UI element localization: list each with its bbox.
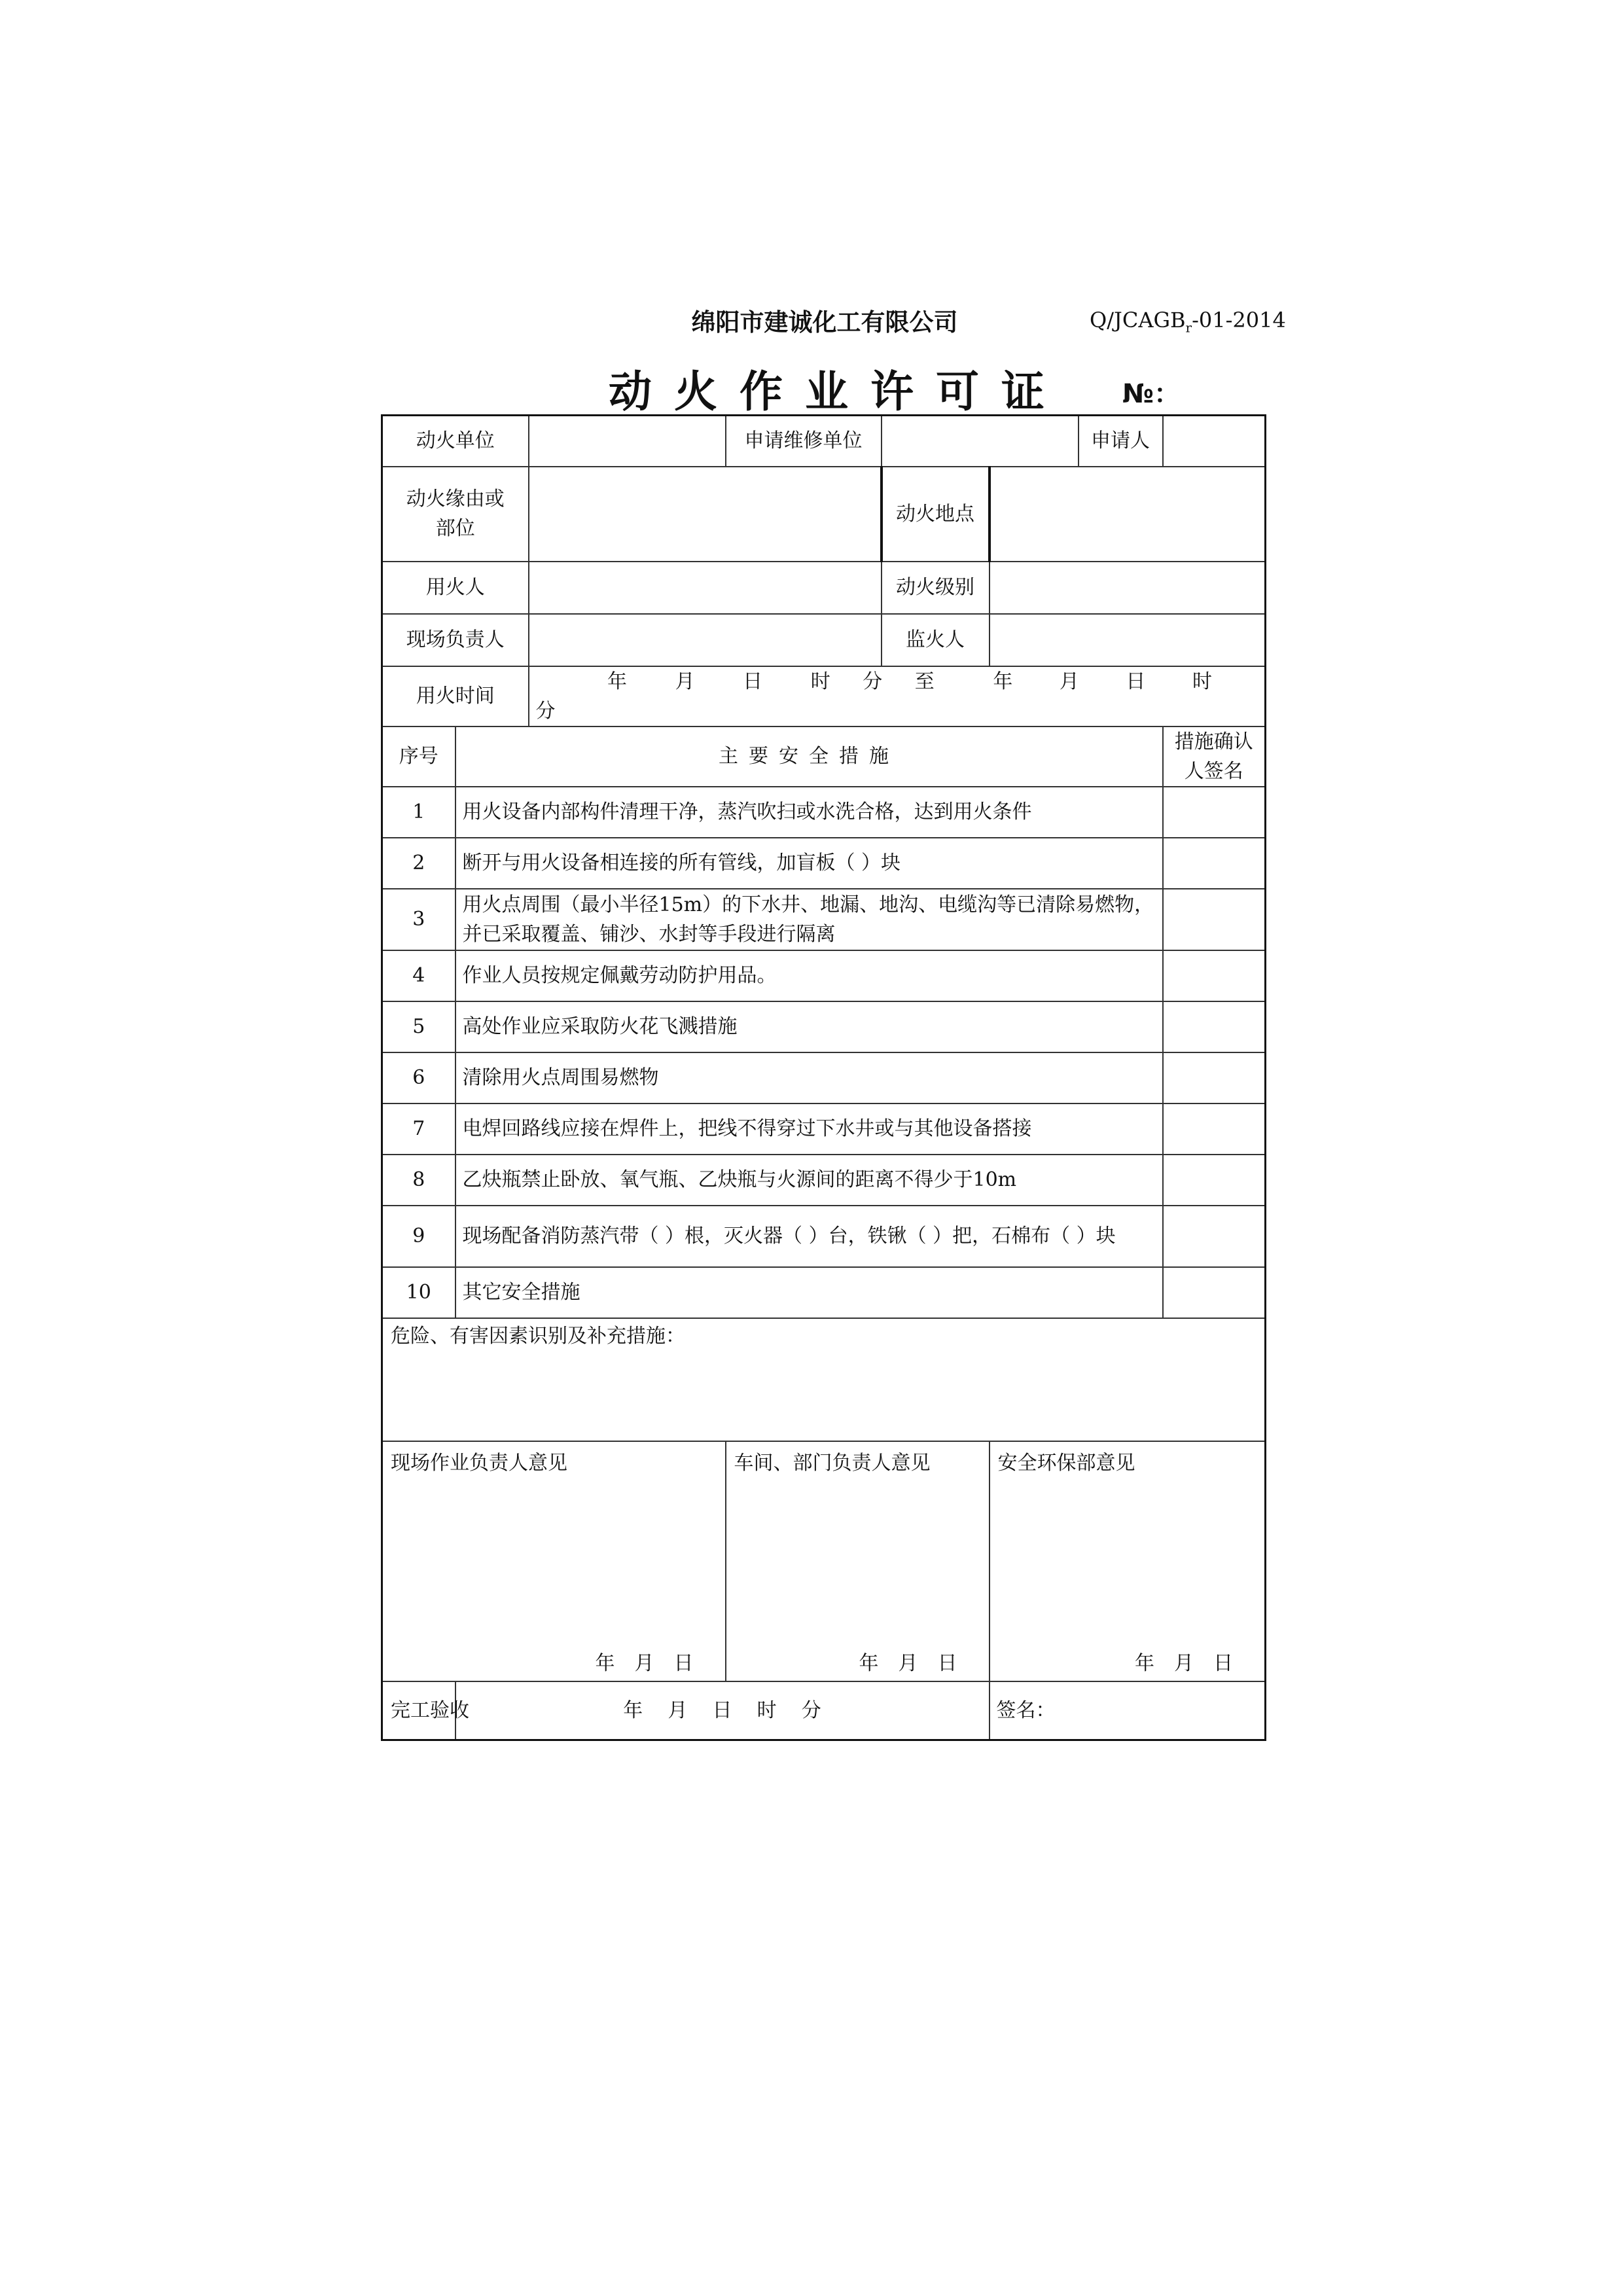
measure-no: 5 bbox=[382, 1001, 455, 1052]
measure-sign-field[interactable] bbox=[1163, 1267, 1266, 1318]
measure-text: 现场配备消防蒸汽带（ ）根，灭火器（ ）台，铁锹（ ）把，石棉布（ ）块 bbox=[455, 1206, 1163, 1267]
reason-label: 动火缘由或部位 bbox=[382, 467, 529, 562]
site-opinion-label: 现场作业负责人意见 bbox=[391, 1451, 567, 1475]
measure-no: 6 bbox=[382, 1052, 455, 1103]
site-leader-label: 现场负责人 bbox=[382, 614, 529, 666]
table-row bbox=[382, 1206, 1266, 1267]
fire-watch-field[interactable] bbox=[990, 614, 1266, 666]
measure-sign-field[interactable] bbox=[1163, 1001, 1266, 1052]
measure-no: 4 bbox=[382, 950, 455, 1001]
location-field[interactable] bbox=[990, 467, 1266, 562]
safety-opinion-date: 年月日 bbox=[1135, 1651, 1253, 1675]
permit-number-label: №： bbox=[1122, 379, 1181, 409]
applicant-field[interactable] bbox=[1163, 416, 1266, 467]
measure-text: 乙炔瓶禁止卧放、氧气瓶、乙炔瓶与火源间的距离不得少于10m bbox=[455, 1155, 1163, 1206]
measure-text: 清除用火点周围易燃物 bbox=[455, 1052, 1163, 1103]
workshop-opinion-label: 车间、部门负责人意见 bbox=[734, 1451, 931, 1475]
unit-label: 动火单位 bbox=[382, 416, 529, 467]
measure-sign-field[interactable] bbox=[1163, 889, 1266, 950]
fire-time-field[interactable]: 年 月 日 时 分 至 年 月 日 时 分 bbox=[529, 666, 1266, 726]
measure-no: 7 bbox=[382, 1103, 455, 1155]
level-field[interactable] bbox=[990, 562, 1266, 614]
measure-sign-field[interactable] bbox=[1163, 950, 1266, 1001]
measure-no: 3 bbox=[382, 889, 455, 950]
measure-text: 用火点周围（最小半径15m）的下水井、地漏、地沟、电缆沟等已清除易燃物，并已采取覆盖、铺沙、水封等手段进行隔离 bbox=[455, 889, 1163, 950]
measure-no: 1 bbox=[382, 787, 455, 838]
measure-sign-field[interactable] bbox=[1163, 1206, 1266, 1267]
site-opinion-field[interactable] bbox=[382, 1441, 726, 1681]
user-label: 用火人 bbox=[382, 562, 529, 614]
unit-field[interactable] bbox=[529, 416, 726, 467]
hazards-label: 危险、有害因素识别及补充措施： bbox=[391, 1324, 685, 1348]
company-name: 绵阳市建诚化工有限公司 bbox=[691, 308, 958, 336]
measure-text: 电焊回路线应接在焊件上，把线不得穿过下水井或与其他设备搭接 bbox=[455, 1103, 1163, 1155]
user-field[interactable] bbox=[529, 562, 882, 614]
measure-text: 断开与用火设备相连接的所有管线，加盲板（ ）块 bbox=[455, 838, 1163, 889]
location-label: 动火地点 bbox=[882, 467, 990, 562]
repair-unit-field[interactable] bbox=[882, 416, 1079, 467]
measure-no: 10 bbox=[382, 1267, 455, 1318]
fire-watch-label: 监火人 bbox=[882, 614, 990, 666]
document-code: $Q/JCAGB_r-01-2014$ bbox=[1090, 308, 1286, 336]
workshop-opinion-date: 年月日 bbox=[859, 1651, 977, 1675]
table-row bbox=[382, 1155, 1266, 1206]
measures-header-sign: 措施确认人签名 bbox=[1163, 726, 1266, 787]
measure-no: 2 bbox=[382, 838, 455, 889]
completion-datetime-field[interactable]: 年 月 日 时 分 bbox=[455, 1681, 990, 1740]
completion-sign-field[interactable] bbox=[990, 1681, 1266, 1740]
table-row bbox=[382, 838, 1266, 889]
table-row bbox=[382, 889, 1266, 950]
measure-sign-field[interactable] bbox=[1163, 1052, 1266, 1103]
completion-label: 完工验收 bbox=[382, 1681, 455, 1740]
table-row bbox=[382, 1052, 1266, 1103]
repair-unit-label: 申请维修单位 bbox=[726, 416, 882, 467]
table-row bbox=[382, 1267, 1266, 1318]
measure-text: 其它安全措施 bbox=[455, 1267, 1163, 1318]
measure-text: 高处作业应采取防火花飞溅措施 bbox=[455, 1001, 1163, 1052]
measures-header-no: 序号 bbox=[382, 726, 455, 787]
measure-sign-field[interactable] bbox=[1163, 787, 1266, 838]
form-title: 动火作业许可证 bbox=[609, 367, 1067, 417]
measure-no: 9 bbox=[382, 1206, 455, 1267]
table-row bbox=[382, 950, 1266, 1001]
fire-time-label: 用火时间 bbox=[382, 666, 529, 726]
site-opinion-date: 年月日 bbox=[595, 1651, 713, 1675]
measure-sign-field[interactable] bbox=[1163, 1155, 1266, 1206]
table-row bbox=[382, 1103, 1266, 1155]
site-leader-field[interactable] bbox=[529, 614, 882, 666]
level-label: 动火级别 bbox=[882, 562, 990, 614]
measure-sign-field[interactable] bbox=[1163, 838, 1266, 889]
measures-header-main: 主要安全措施 bbox=[455, 726, 1163, 787]
measure-sign-field[interactable] bbox=[1163, 1103, 1266, 1155]
reason-field[interactable] bbox=[529, 467, 882, 562]
applicant-label: 申请人 bbox=[1079, 416, 1163, 467]
completion-sign-label: 签名： bbox=[996, 1698, 1056, 1722]
hazards-field[interactable] bbox=[382, 1318, 1266, 1441]
safety-opinion-label: 安全环保部意见 bbox=[997, 1451, 1135, 1475]
workshop-opinion-field[interactable] bbox=[726, 1441, 990, 1681]
measure-no: 8 bbox=[382, 1155, 455, 1206]
permit-form-table bbox=[381, 414, 1266, 1741]
table-row bbox=[382, 787, 1266, 838]
safety-opinion-field[interactable] bbox=[990, 1441, 1266, 1681]
table-row bbox=[382, 1001, 1266, 1052]
measure-text: 作业人员按规定佩戴劳动防护用品。 bbox=[455, 950, 1163, 1001]
measure-text: 用火设备内部构件清理干净，蒸汽吹扫或水洗合格，达到用火条件 bbox=[455, 787, 1163, 838]
